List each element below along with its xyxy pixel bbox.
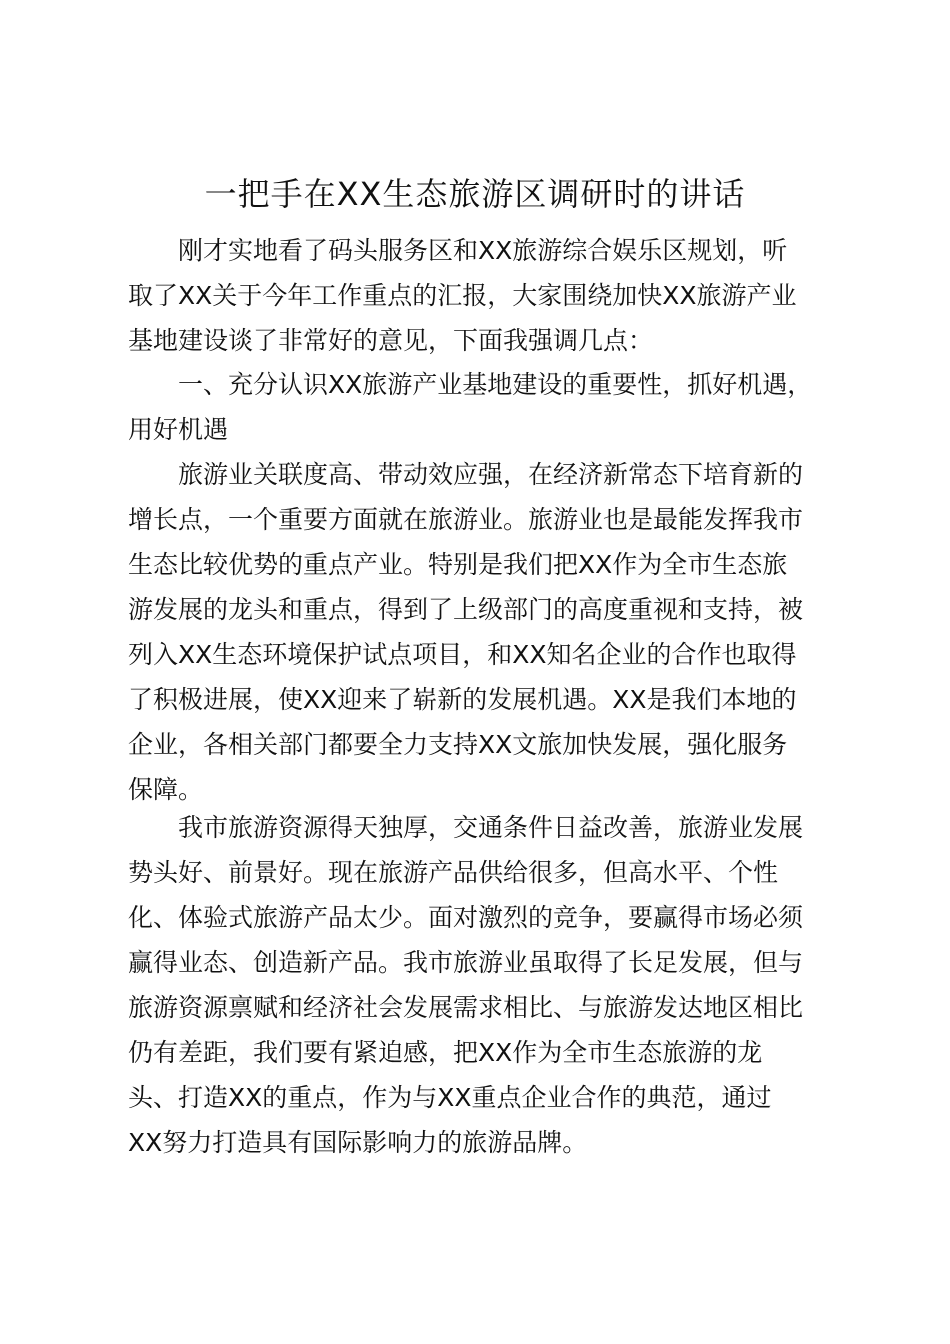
text-line: 一、充分认识XX旅游产业基地建设的重要性，抓好机遇， xyxy=(178,370,813,399)
text-line: 用好机遇 xyxy=(128,415,229,444)
text-line: 基地建设谈了非常好的意见，下面我强调几点： xyxy=(128,326,654,355)
text-line: 化、体验式旅游产品太少。面对激烈的竞争，要赢得市场必须 xyxy=(128,903,804,932)
text-line: 我市旅游资源得天独厚，交通条件日益改善，旅游业发展 xyxy=(178,813,804,842)
text-line: 列入XX生态环境保护试点项目，和XX知名企业的合作也取得 xyxy=(128,640,797,669)
text-line: 头、打造XX的重点，作为与XX重点企业合作的典范，通过 xyxy=(128,1083,772,1112)
text-line: XX努力打造具有国际影响力的旅游品牌。 xyxy=(128,1128,588,1157)
text-line: 旅游业关联度高、带动效应强，在经济新常态下培育新的 xyxy=(178,460,804,489)
text-line: 旅游资源禀赋和经济社会发展需求相比、与旅游发达地区相比 xyxy=(128,993,804,1022)
paragraph-body-2 xyxy=(128,805,836,1165)
text-line: 赢得业态、创造新产品。我市旅游业虽取得了长足发展，但与 xyxy=(128,948,804,977)
text-line: 取了XX关于今年工作重点的汇报，大家围绕加快XX旅游产业 xyxy=(128,281,797,310)
text-line: 刚才实地看了码头服务区和XX旅游综合娱乐区规划，听 xyxy=(178,236,788,265)
paragraph-intro xyxy=(128,228,836,363)
text-line: 增长点，一个重要方面就在旅游业。旅游业也是最能发挥我市 xyxy=(128,505,804,534)
text-line: 企业，各相关部门都要全力支持XX文旅加快发展，强化服务 xyxy=(128,730,788,759)
text-line: 了积极进展，使XX迎来了崭新的发展机遇。XX是我们本地的 xyxy=(128,685,797,714)
paragraph-body-1 xyxy=(128,452,836,812)
text-line: 势头好、前景好。现在旅游产品供给很多，但高水平、个性 xyxy=(128,858,779,887)
text-line: 仍有差距，我们要有紧迫感，把XX作为全市生态旅游的龙 xyxy=(128,1038,763,1067)
document-title: 一把手在XX生态旅游区调研时的讲话 xyxy=(204,175,746,213)
text-line: 保障。 xyxy=(128,775,204,804)
text-line: 生态比较优势的重点产业。特别是我们把XX作为全市生态旅 xyxy=(128,550,788,579)
section-heading xyxy=(128,362,836,452)
text-line: 游发展的龙头和重点，得到了上级部门的高度重视和支持，被 xyxy=(128,595,804,624)
